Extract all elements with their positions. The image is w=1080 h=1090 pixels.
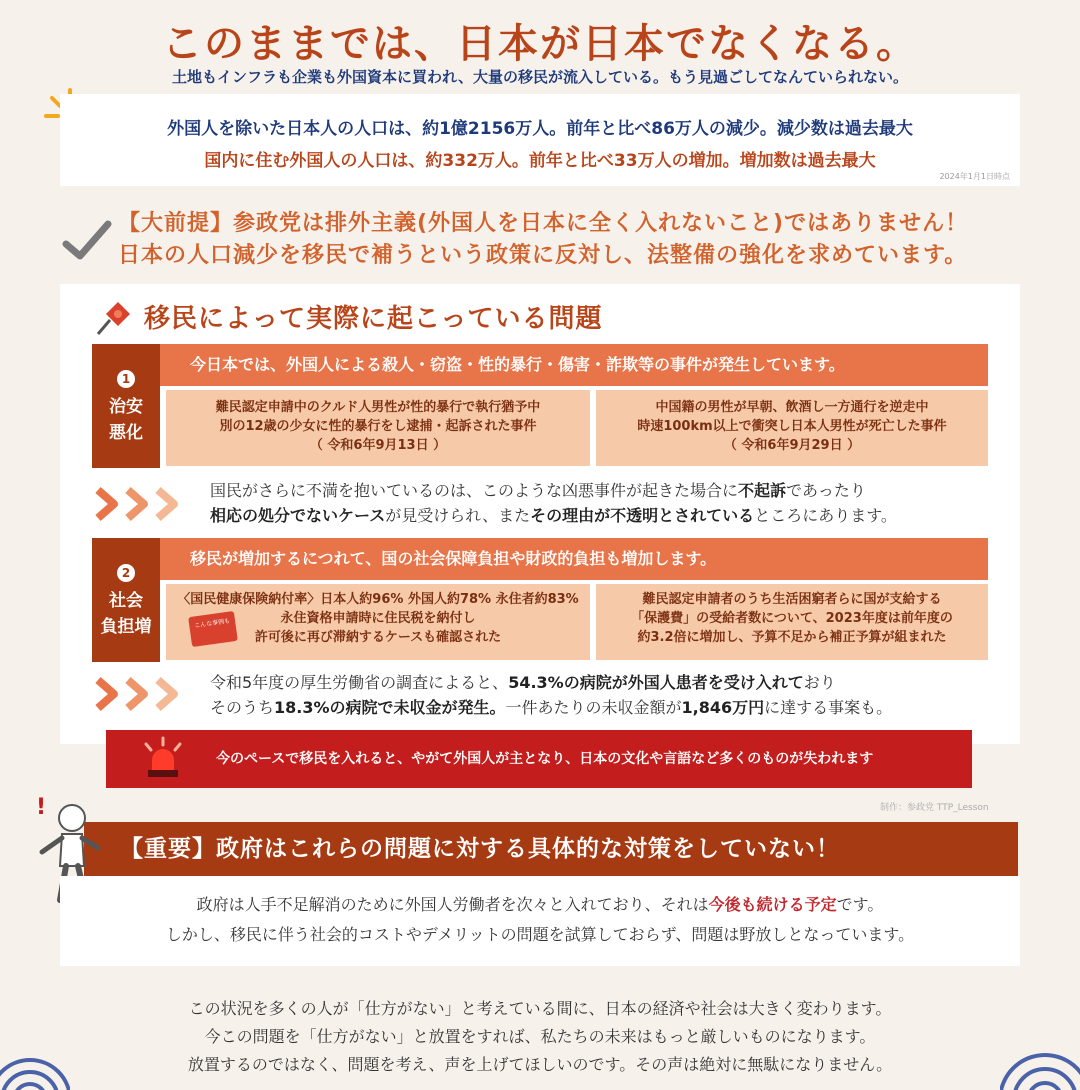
problem-1-case-b [596, 390, 988, 466]
chevrons-icon [94, 484, 194, 524]
analysis-2-text-b: おり [803, 673, 836, 692]
warning-banner: 今のペースで移民を入れると、やがて外国人が主となり、日本の文化や言語など多くのものが失われます [106, 730, 972, 788]
problem-1-headline: 今日本では、外国人による殺人・窃盗・性的暴行・傷害・詐欺等の事件が発生しています。 [160, 344, 988, 386]
analysis-1-text-d: ところにあります。 [754, 506, 897, 525]
credit-text: 制作：参政党 TTP_Lesson [880, 803, 989, 813]
analysis-1-text-c: が見受けられ、また [385, 506, 531, 525]
problem-1-label-line2: 悪化 [109, 423, 143, 443]
population-stats-box [60, 94, 1020, 186]
case-a2-line3: 許可後に再び滞納するケースも確認された [254, 630, 502, 645]
case-b2-line2: 「保護費」の受給者数について、2023年度は前年度の [631, 611, 953, 626]
stats-date: 2024年1月1日時点 [939, 172, 1010, 181]
case-a-date: （ 令和6年9月13日 ） [309, 438, 447, 453]
problem-2-label-line2: 負担増 [100, 617, 152, 637]
closing-line-1: この状況を多くの人が「仕方がない」と考えている間に、日本の経済や社会は大きく変わります。 [188, 999, 892, 1018]
premise-line-1: 【大前提】参政党は排外主義(外国人を日本に全く入れないこと)ではありません！ [118, 211, 969, 236]
analysis-2-emph-c: 1,846万円 [681, 698, 765, 717]
siren-icon [138, 736, 188, 786]
page-subtitle: 土地もインフラも企業も外国資本に買われ、大量の移民が流入している。もう見過ごしてなんていられない。 [172, 68, 908, 86]
case-a2-line1: 〈国民健康保険納付率〉日本人約96% 外国人約78% 永住者約83% [177, 592, 579, 607]
analysis-2-text-a: 令和5年度の厚生労働省の調査によると、 [210, 673, 509, 692]
closing-line-2: 今この問題を「仕方がない」と放置をすれば、私たちの未来はもっと厳しいものになります。 [204, 1027, 876, 1046]
problem-2-analysis [210, 670, 892, 720]
problem-2-case-b [596, 584, 988, 660]
analysis-2-emph-a: 54.3%の病院が外国人患者を受け入れて [508, 673, 804, 692]
closing-line-3: 放置するのではなく、問題を考え、声を上げてほしいのです。その声は絶対に無駄になりません。 [187, 1055, 893, 1074]
problem-2-label [92, 538, 160, 662]
svg-text:!: ! [36, 796, 47, 820]
analysis-1-emph-a: 不起訴 [738, 481, 787, 500]
problem-1-number: 1 [117, 370, 135, 388]
government-line-2: しかし、移民に伴う社会的コストやデメリットの問題を試算しておらず、問題は野放しとなっています。 [165, 925, 915, 944]
gov-emph: 今後も続ける予定 [708, 895, 837, 914]
case-b-line1: 中国籍の男性が早朝、飲酒し一方通行を逆走中 [655, 400, 929, 415]
case-a-line2: 別の12歳の少女に性的暴行をし逮捕・起訴された事件 [219, 419, 537, 434]
problem-2-number: 2 [117, 564, 135, 582]
case-a2-line2: 永住資格申請時に住民税を納付し [280, 611, 476, 626]
analysis-1-emph-c: その理由が不透明とされている [530, 506, 755, 525]
case-b2-line3: 約3.2倍に増加し、予算不足から補正予算が組まれた [637, 630, 947, 645]
case-b2-line1: 難民認定申請者のうち生活困窮者らに国が支給する [642, 592, 942, 607]
japanese-population-stat: 外国人を除いた日本人の人口は、約1億2156万人。前年と比べ86万人の減少。減少数は過去最大 [167, 119, 913, 139]
analysis-2-text-d: 一件あたりの未収金額が [505, 698, 682, 717]
chevrons-icon [94, 674, 194, 714]
problem-2-label-line1: 社会 [109, 591, 143, 611]
problem-1-case-a [166, 390, 590, 466]
case-a-line1: 難民認定申請中のクルド人男性が性的暴行で執行猶予中 [215, 400, 541, 415]
example-badge: こんな事例も [188, 611, 238, 647]
problem-1-label-line1: 治安 [109, 397, 143, 417]
case-b-date: （ 令和6年9月29日 ） [723, 438, 861, 453]
page-title: このままでは、日本が日本でなくなる。 [162, 21, 918, 67]
analysis-1-emph-b: 相応の処分でないケース [210, 506, 386, 525]
case-b-line2: 時速100km以上で衝突し日本人男性が死亡した事件 [637, 419, 947, 434]
pushpin-icon [92, 296, 134, 338]
wave-decoration-icon [0, 1040, 70, 1090]
problems-section-title: 移民によって実際に起こっている問題 [144, 304, 603, 334]
analysis-1-text-b: であったり [786, 481, 866, 500]
problem-1-analysis [210, 478, 897, 528]
government-policy-box [60, 876, 1020, 966]
analysis-2-emph-b: 18.3%の病院で未収金が発生。 [274, 698, 506, 717]
analysis-1-text-a: 国民がさらに不満を抱いているのは、このような凶悪事件が起きた場合に [210, 481, 739, 500]
foreign-population-stat: 国内に住む外国人の人口は、約332万人。前年と比べ33万人の増加。増加数は過去最大 [204, 151, 876, 171]
gov-text-b: です。 [836, 895, 884, 914]
problem-2-headline: 移民が増加するにつれて、国の社会保障負担や財政的負担も増加します。 [160, 538, 988, 580]
gov-text-a: 政府は人手不足解消のために外国人労働者を次々と入れており、それは [196, 895, 709, 914]
analysis-2-text-e: に達する事案も。 [764, 698, 893, 717]
important-headline: 【重要】政府はこれらの問題に対する具体的な対策をしていない！ [84, 822, 1018, 876]
wave-decoration-icon [1000, 1040, 1080, 1090]
checkmark-icon [62, 218, 112, 262]
analysis-2-text-c: そのうち [210, 698, 275, 717]
problem-1-label [92, 344, 160, 468]
government-line-1 [60, 892, 1020, 915]
premise-line-2: 日本の人口減少を移民で補うという政策に反対し、法整備の強化を求めています。 [118, 243, 968, 268]
